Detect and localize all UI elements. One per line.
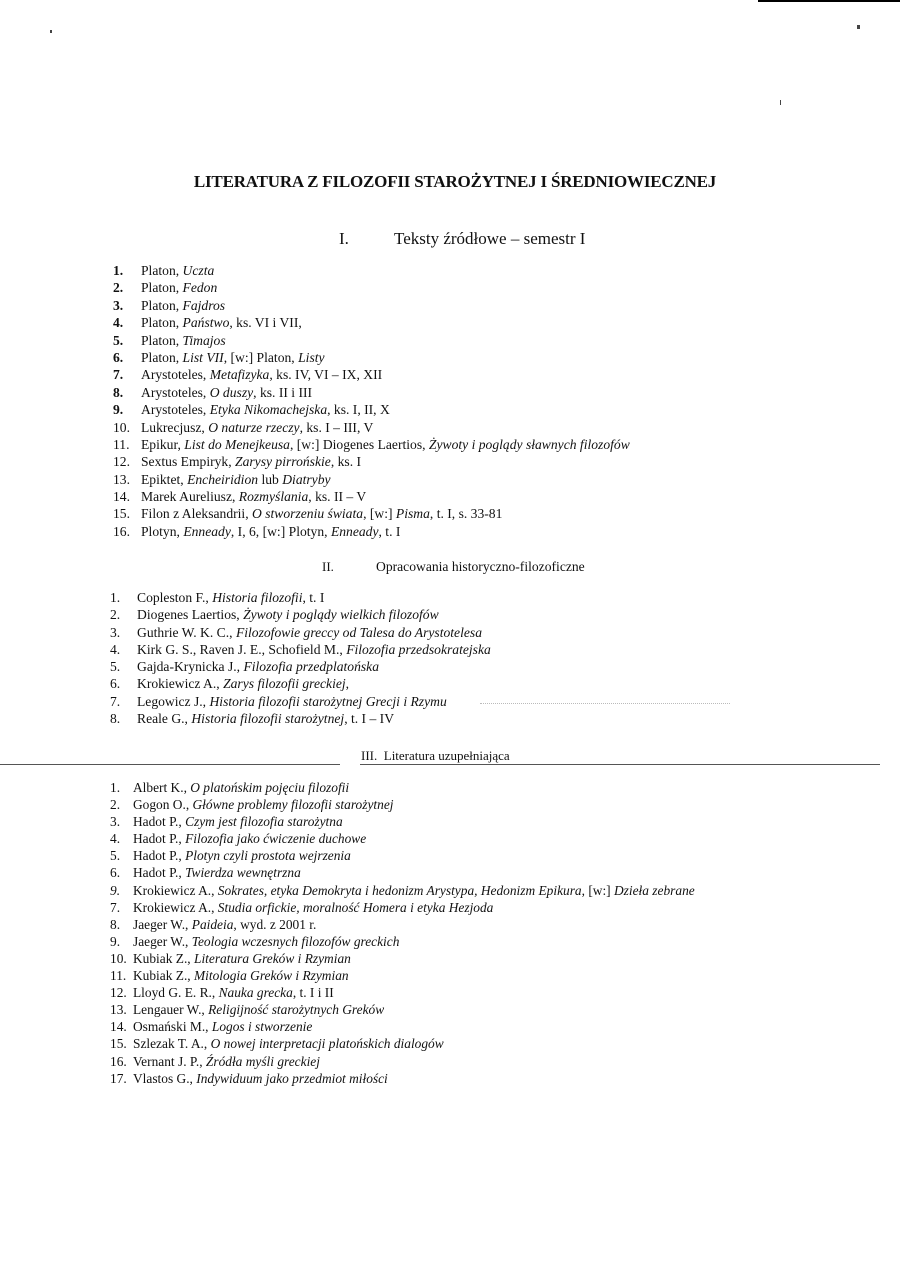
work-title: Enneady (183, 523, 231, 539)
work-title: Literatura Greków i Rzymian (194, 950, 351, 966)
item-text (137, 589, 324, 606)
section-1-heading: Teksty źródłowe – semestr I (394, 229, 586, 248)
scan-speck (50, 30, 52, 33)
work-title: O duszy (209, 384, 254, 400)
citation-text: Osmański M., (133, 1019, 212, 1035)
citation-text: , (345, 676, 350, 692)
item-text (133, 813, 343, 830)
citation-text: Platon, (141, 263, 183, 278)
item-text (133, 1035, 444, 1052)
citation-text: Plotyn, (141, 523, 184, 539)
work-title: Paideia (191, 916, 234, 932)
work-title: Pisma (395, 506, 430, 522)
citation-text: Guthrie W. K. C., (137, 624, 236, 640)
item-number: 5. (110, 848, 121, 864)
citation-text: Hadot P., (133, 865, 186, 881)
citation-text: Diogenes Laertios, (137, 607, 244, 623)
citation-text: , [w:] (363, 506, 396, 522)
citation-text: Vernant J. P., (133, 1053, 206, 1069)
section-3-rule-left (0, 764, 340, 765)
work-title: Żywoty i poglądy sławnych filozofów (428, 436, 630, 452)
citation-text: Platon, (141, 280, 183, 296)
work-title: Listy (298, 349, 325, 365)
item-number: 10. (113, 419, 130, 435)
work-title: O naturze rzeczy (208, 419, 300, 435)
item-number: 3. (110, 814, 121, 830)
item-number: 8. (113, 384, 124, 400)
item-number: 6. (110, 676, 121, 692)
citation-text: , ks. II – V (308, 489, 367, 505)
work-title: Diatryby (282, 471, 331, 487)
item-number: 9. (110, 882, 121, 898)
item-number: 3. (113, 297, 124, 313)
citation-text: Epikur, (141, 436, 185, 452)
item-number: 5. (113, 332, 124, 348)
scan-speck (857, 25, 860, 29)
citation-text: Albert K., (133, 780, 191, 795)
item-text (133, 1070, 388, 1087)
citation-text: Gajda-Krynicka J., (137, 659, 244, 675)
item-text (133, 1053, 320, 1070)
work-title: Fajdros (182, 297, 226, 313)
citation-text: , t. I – IV (344, 711, 395, 727)
citation-text: , [w:] Diogenes Laertios, (289, 436, 429, 452)
citation-text: Copleston F., (137, 590, 213, 605)
work-title: List do Menejkeusa (184, 436, 290, 452)
scan-dotted-line (480, 703, 730, 704)
work-title: Zarys filozofii greckiej (223, 676, 346, 692)
work-title: Sokrates, etyka Demokryta i hedonizm Arystypa, Hedonizm Epikura (217, 882, 582, 898)
item-text (137, 606, 439, 623)
item-text (141, 471, 331, 488)
citation-text: , ks. II i III (253, 384, 313, 400)
citation-text: , [w:] (581, 882, 614, 898)
item-number: 12. (113, 454, 130, 470)
scan-edge-mark (758, 0, 900, 2)
work-title: Plotyn czyli prostota wejrzenia (185, 848, 351, 864)
work-title: Główne problemy filozofii starożytnej (192, 797, 394, 813)
item-number: 10. (110, 950, 127, 966)
work-title: Indywiduum jako przedmiot miłości (196, 1070, 388, 1086)
item-text (133, 916, 316, 933)
work-title: List VII (182, 349, 224, 365)
item-number: 7. (113, 367, 124, 383)
item-number: 7. (110, 693, 121, 709)
citation-text: , t. I, s. 33-81 (429, 506, 503, 522)
work-title: Religijność starożytnych Greków (208, 1002, 385, 1018)
item-text (141, 332, 226, 349)
item-text (141, 436, 630, 453)
item-text (137, 641, 491, 658)
citation-text: Sextus Empiryk, (141, 454, 236, 470)
citation-text: Legowicz J., (137, 693, 210, 709)
item-text (141, 453, 361, 470)
citation-text: Arystoteles, (141, 384, 210, 400)
citation-text: , wyd. z 2001 r. (233, 916, 317, 932)
section-3-heading (361, 748, 510, 764)
citation-text: Marek Aureliusz, (141, 489, 239, 505)
item-text (141, 262, 214, 279)
work-title: O platońskim pojęciu filozofii (190, 780, 350, 795)
work-title: Mitologia Greków i Rzymian (194, 968, 349, 984)
work-title: Dzieła zebrane (614, 882, 695, 898)
work-title: O nowej interpretacji platońskich dialogów (210, 1036, 444, 1052)
section-3-rule-right (530, 764, 880, 765)
item-number: 4. (113, 315, 124, 331)
item-number: 16. (110, 1053, 127, 1069)
item-number: 9. (113, 402, 124, 418)
item-text (133, 796, 394, 813)
citation-text: Vlastos G., (133, 1070, 197, 1086)
citation-text: , ks. I – III, V (299, 419, 374, 435)
section-3-underline (360, 764, 530, 765)
work-title: Żywoty i poglądy wielkich filozofów (243, 607, 439, 623)
item-number: 14. (113, 489, 130, 505)
work-title: Filozofowie greccy od Talesa do Arystotelesa (235, 624, 482, 640)
item-text (133, 779, 349, 796)
document-title: LITERATURA Z FILOZOFII STAROŻYTNEJ I ŚREDNIOWIECZNEJ (193, 172, 717, 191)
citation-text: Kubiak Z., (133, 968, 194, 984)
citation-text: , I, 6, [w:] Plotyn, (230, 523, 331, 539)
section-3-label: Literatura uzupełniająca (383, 748, 510, 763)
citation-text: Lukrecjusz, (141, 419, 209, 435)
citation-text: Arystoteles, (141, 367, 210, 383)
citation-text: Arystoteles, (141, 402, 210, 418)
work-title: Metafizyka (209, 367, 270, 383)
work-title: Enneady (330, 523, 379, 539)
item-text (141, 488, 366, 505)
item-number: 2. (110, 607, 121, 623)
work-title: Timajos (182, 332, 226, 348)
item-number: 4. (110, 641, 121, 657)
work-title: Czym jest filozofia starożytna (185, 814, 343, 830)
scan-speck (780, 100, 781, 105)
item-text (133, 967, 349, 984)
item-number: 16. (113, 523, 130, 539)
work-title: Filozofia jako ćwiczenie duchowe (185, 831, 367, 847)
item-number: 1. (110, 590, 121, 605)
section-2-heading: Opracowania historyczno-filozoficzne (376, 559, 585, 574)
citation-text: Jaeger W., (133, 933, 192, 949)
work-title: Zarysy pirrońskie (235, 454, 331, 470)
work-title: Uczta (182, 263, 215, 278)
citation-text: Krokiewicz A., (133, 882, 218, 898)
citation-text: , ks. VI i VII, (229, 315, 302, 331)
work-title: Historia filozofii (212, 590, 303, 605)
item-number: 15. (113, 506, 130, 522)
item-number: 9. (110, 933, 121, 949)
item-text (133, 1018, 312, 1035)
work-title: Etyka Nikomachejska (209, 402, 328, 418)
item-number: 13. (113, 471, 130, 487)
citation-text: Jaeger W., (133, 916, 192, 932)
item-number: 12. (110, 985, 127, 1001)
item-number: 1. (110, 780, 121, 795)
citation-text: Reale G., (137, 711, 192, 727)
item-number: 3. (110, 624, 121, 640)
work-title: Logos i stworzenie (211, 1019, 313, 1035)
citation-text: Hadot P., (133, 831, 186, 847)
citation-text: Krokiewicz A., (133, 899, 218, 915)
work-title: Filozofia przedsokratejska (346, 641, 491, 657)
item-text (133, 984, 334, 1001)
item-number: 6. (113, 349, 124, 365)
section-2-number: II. (322, 559, 334, 574)
item-number: 8. (110, 711, 121, 727)
item-text (133, 899, 493, 916)
citation-text: , ks. I, II, X (327, 402, 390, 418)
work-title: O stworzeniu świata (252, 506, 364, 522)
item-text (141, 366, 382, 383)
work-title: Rozmyślania (238, 489, 309, 505)
item-text (137, 658, 379, 675)
item-number: 1. (113, 263, 124, 278)
item-text (141, 314, 302, 331)
item-text (133, 830, 366, 847)
item-text (141, 419, 373, 436)
item-text (137, 710, 394, 727)
item-number: 5. (110, 659, 121, 675)
work-title: Państwo (182, 315, 230, 331)
work-title: Teologia wczesnych filozofów greckich (191, 933, 400, 949)
citation-text: Epiktet, (141, 471, 188, 487)
citation-text: Lengauer W., (133, 1002, 209, 1018)
item-number: 11. (110, 968, 127, 984)
item-number: 11. (113, 436, 130, 452)
item-text (137, 624, 482, 641)
item-number: 17. (110, 1070, 127, 1086)
citation-text: , t. I (378, 523, 401, 539)
item-text (133, 950, 351, 967)
citation-text: , [w:] Platon, (223, 349, 299, 365)
citation-text: Filon z Aleksandrii, (141, 506, 253, 522)
work-title: Źródła myśli greckiej (205, 1053, 320, 1069)
item-number: 8. (110, 916, 121, 932)
item-text (141, 505, 502, 522)
item-text (141, 297, 225, 314)
work-title: Studia orfickie, moralność Homera i etyka Hezjoda (217, 899, 494, 915)
item-number: 15. (110, 1036, 127, 1052)
item-text (141, 401, 390, 418)
citation-text: Platon, (141, 332, 183, 348)
item-text (137, 675, 349, 692)
citation-text: Platon, (141, 349, 183, 365)
citation-text: Kubiak Z., (133, 950, 194, 966)
item-text (141, 279, 217, 296)
citation-text: , ks. I (330, 454, 362, 470)
item-text (133, 1001, 384, 1018)
citation-text: Szlezak T. A., (133, 1036, 211, 1052)
item-number: 13. (110, 1002, 127, 1018)
work-title: Historia filozofii starożytnej (191, 711, 345, 727)
item-text (133, 882, 695, 899)
work-title: Filozofia przedplatońska (243, 659, 380, 675)
item-text (141, 384, 312, 401)
work-title: Historia filozofii starożytnej Grecji i Rzymu (209, 693, 447, 709)
item-number: 2. (110, 797, 121, 813)
item-number: 7. (110, 899, 121, 915)
citation-text: Gogon O., (133, 797, 193, 813)
item-text (137, 693, 447, 710)
citation-text: , t. I (302, 590, 325, 605)
citation-text: Kirk G. S., Raven J. E., Schofield M., (137, 641, 347, 657)
citation-text: lub (258, 471, 283, 487)
item-text (141, 523, 400, 540)
citation-text: Lloyd G. E. R., (133, 985, 219, 1001)
item-number: 6. (110, 865, 121, 881)
work-title: Twierdza wewnętrzna (185, 865, 301, 881)
citation-text: , t. I i II (292, 985, 334, 1001)
item-text (141, 349, 325, 366)
citation-text: Hadot P., (133, 814, 186, 830)
citation-text: Platon, (141, 315, 183, 331)
citation-text: Hadot P., (133, 848, 186, 864)
work-title: Encheiridion (187, 471, 259, 487)
citation-text: Platon, (141, 297, 183, 313)
work-title: Fedon (182, 280, 218, 296)
work-title: Nauka grecka (218, 985, 293, 1001)
section-1-number: I. (339, 229, 349, 248)
citation-text: , ks. IV, VI – IX, XII (269, 367, 383, 383)
item-number: 2. (113, 280, 124, 296)
item-number: 4. (110, 831, 121, 847)
citation-text: Krokiewicz A., (137, 676, 224, 692)
item-number: 14. (110, 1019, 127, 1035)
item-text (133, 864, 301, 881)
section-3-number: III. (361, 748, 378, 763)
item-text (133, 933, 399, 950)
item-text (133, 847, 351, 864)
